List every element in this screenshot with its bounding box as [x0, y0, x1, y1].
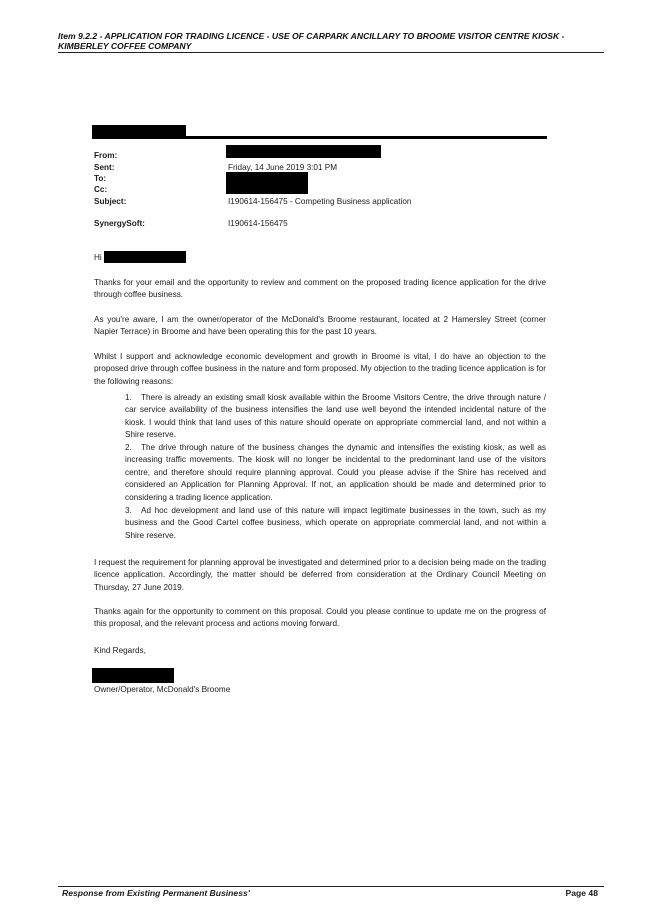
from-label: From:	[94, 151, 118, 160]
list-item-text: There is already an existing small kiosk available within the Broome Visitors Centre, the drive through nature / car service availability of the business intensifies the land use well beyond the intended incidental nature of the kiosk. I would think that land uses of this nature should operate on appropriate commercial land, and not within a Shire reserve.	[125, 393, 546, 440]
synergysoft-label: SynergySoft:	[94, 219, 145, 228]
subject-value: I190614-156475 - Competing Business application	[228, 197, 412, 206]
list-item	[125, 442, 546, 504]
redacted-to-cc	[226, 172, 308, 194]
closing: Kind Regards,	[94, 646, 146, 655]
signature-title: Owner/Operator, McDonald's Broome	[94, 685, 231, 694]
subject-label: Subject:	[94, 197, 127, 206]
redacted-from	[226, 145, 381, 158]
list-item-text: Ad hoc development and land use of this nature will impact legitimate businesses in the town, such as my business and the Good Cartel coffee business, which operate on appropriate commercial land, and not within a Shire reserve.	[125, 506, 546, 540]
paragraph-4: I request the requirement for planning approval be investigated and determined prior to a decision being made on the trading licence application. Accordingly, the matter should be deferred from consideration at the Ordinary Council Meeting on Thursday, 27 June 2019.	[94, 558, 546, 592]
sent-value: Friday, 14 June 2019 3:01 PM	[228, 163, 338, 172]
list-item	[125, 392, 546, 442]
greeting: Hi	[94, 253, 102, 262]
paragraph-5: Thanks again for the opportunity to comment on this proposal. Could you please continue to update me on the progress of this proposal, and the relevant process and actions moving forward.	[94, 607, 546, 629]
list-item-text: The drive through nature of the business changes the dynamic and intensifies the existing kiosk, as well as increasing traffic movements. The kiosk will no longer be incidental to the predominant land use of the visitors centre, and therefore should require planning approval. Could you please advise if the Shire has received and considered an Application for Planning Approval. If not, an application should be made and determined prior to considering a trading licence application.	[125, 443, 546, 502]
sent-label: Sent:	[94, 163, 115, 172]
paragraph-3: Whilst I support and acknowledge economic development and growth in Broome is vital, I do have an objection to the proposed drive through coffee business in the nature and form proposed. My objection to the trading licence application is for the following reasons:	[94, 352, 546, 386]
synergysoft-value: I190614-156475	[228, 219, 288, 228]
to-label: To:	[94, 174, 107, 183]
redacted-recipient-name	[104, 251, 186, 263]
list-item-number: 1.	[125, 393, 132, 402]
list-item-number: 2.	[125, 443, 132, 452]
header-rule	[58, 52, 604, 53]
email-top-bar	[92, 136, 547, 139]
footer-label: Response from Existing Permanent Business'	[62, 888, 250, 898]
list-item-number: 3.	[125, 506, 132, 515]
cc-label: Cc:	[94, 185, 108, 194]
page-number: Page 48	[565, 888, 598, 898]
footer-rule	[58, 886, 604, 887]
paragraph-1: Thanks for your email and the opportunity to review and comment on the proposed trading licence application for the drive through coffee business.	[94, 278, 546, 300]
list-item	[125, 505, 546, 542]
paragraph-2: As you're aware, I am the owner/operator of the McDonald's Broome restaurant, located at 2 Hamersley Street (corner Napier Terrace) in Broome and have been operating this for the past 10 years.	[94, 315, 546, 337]
redacted-signature-name	[92, 668, 174, 683]
page-header-title: Item 9.2.2 - APPLICATION FOR TRADING LICENCE - USE OF CARPARK ANCILLARY TO BROOME VISITOR CENTRE KIOSK - KIMBERLEY COFFEE COMPANY	[58, 31, 565, 51]
